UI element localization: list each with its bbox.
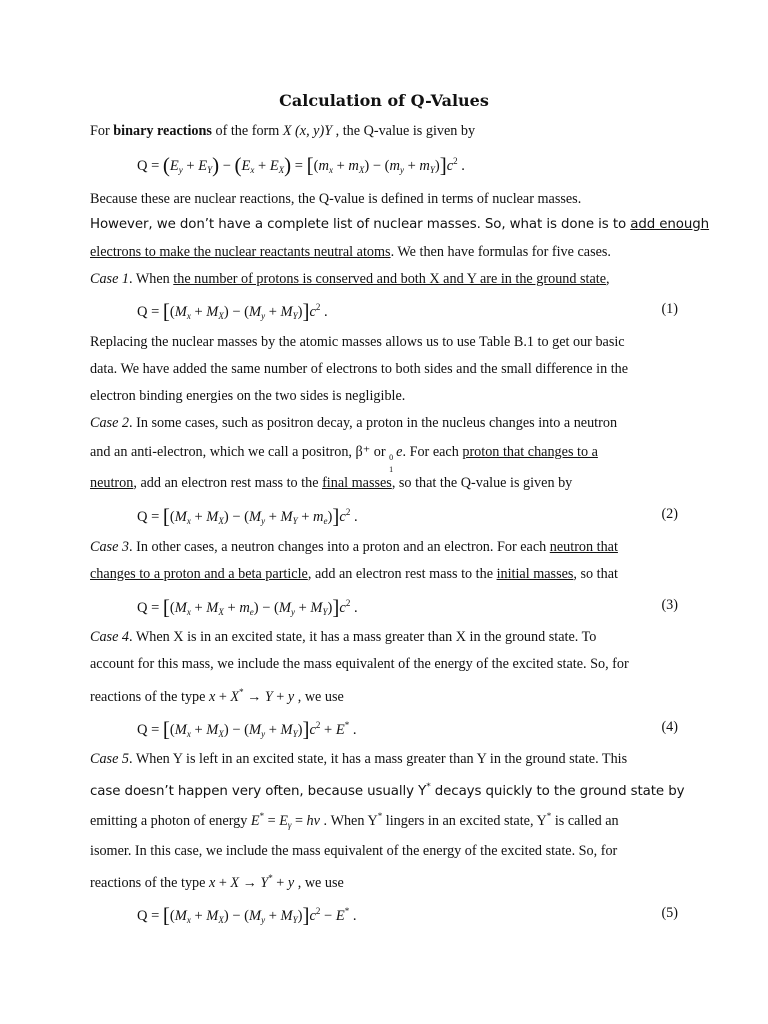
electron-symbol: e: [396, 444, 403, 460]
text-run: . In other cases, a neutron changes into a proton and an electron. For each: [129, 539, 550, 555]
equation-4: $Q = [(M_x + M_X) - (M_y + M_Y)]c^2 + E^*$ .: [137, 717, 357, 741]
case-4-heading: [90, 628, 596, 646]
text-run: ,: [606, 271, 610, 287]
text-run: emitting a photon of energy: [90, 813, 251, 829]
case-5-heading: [90, 750, 627, 768]
text-run: . We then have formulas for five cases.: [390, 244, 611, 260]
equation-1: $Q = [(M_x + M_X) - (M_y + M_Y)]c^2$ .: [137, 299, 328, 323]
underlined-text: neutron: [90, 475, 134, 491]
text-run: lingers in an excited state, Y: [382, 813, 547, 829]
page-title: Calculation of Q-Values: [279, 91, 489, 110]
text-run: case doesn’t happen very often, because usually Y: [90, 784, 427, 799]
equation-3: $Q = [(M_x + M_X + m_e) - (M_y + M_Y)]c^2$ .: [137, 595, 358, 619]
paragraph-line: isomer. In this case, we include the mass equivalent of the energy of the excited state. So, for: [90, 843, 618, 859]
case-1-heading: [90, 270, 610, 288]
case-label: Case 1: [90, 271, 130, 287]
equation-number: (4): [661, 719, 678, 735]
intro-text: For: [90, 123, 114, 139]
paragraph-line: account for this mass, we include the mass equivalent of the energy of the excited state. So, for: [90, 656, 629, 672]
intro-text: , the Q-value is given by: [332, 123, 476, 139]
paragraph-line: [90, 216, 709, 234]
case-3-heading: [90, 538, 618, 556]
text-run: , add an electron rest mass to the: [307, 566, 497, 582]
text-run: . When Y is left in an excited state, it has a mass greater than Y in the ground state. This: [129, 751, 628, 767]
intro-text: of the form: [211, 123, 283, 139]
underlined-text: neutron that: [549, 539, 618, 555]
positron-symbol: β⁺ or: [355, 444, 390, 460]
paragraph-line: emitting a photon of energy $E^* = E_\gamma = h\nu$ . When Y* lingers in an excited state, Y* is called an: [90, 811, 619, 830]
equation-number: (1): [661, 301, 678, 317]
reaction-form: X (x, y)Y: [282, 123, 333, 139]
text-run: , add an electron rest mass to the: [133, 475, 323, 491]
paragraph-line: electron binding energies on the two sides is negligible.: [90, 388, 406, 404]
text-run: . When Y: [319, 813, 378, 829]
equation-number: (3): [661, 597, 678, 613]
equation-number: (5): [661, 905, 678, 921]
equation-number: (2): [661, 506, 678, 522]
paragraph-line: [90, 565, 618, 583]
case-label: Case 3: [90, 539, 130, 555]
underlined-text: the number of protons is conserved and both X and Y are in the ground state: [173, 271, 607, 287]
text-run: . When: [129, 271, 174, 287]
text-run: However, we don’t have a complete list of nuclear masses. So, what is done is to: [90, 217, 631, 232]
paragraph-line: reactions of the type x + X* → Y + y , we use: [90, 687, 344, 705]
paragraph-line: data. We have added the same number of electrons to both sides and the small difference in the: [90, 361, 629, 377]
equation-general: $Q = (E_y + E_Y) - (E_x + E_X) = [(m_x + m_X) - (m_y + m_Y)]c^2$ .: [137, 153, 465, 177]
case-2-heading: [90, 414, 617, 432]
text-run: and an anti-electron, which we call a positron,: [90, 444, 356, 460]
paragraph-line: case doesn’t happen very often, because usually Y* decays quickly to the ground state by: [90, 782, 685, 799]
underlined-text: add enough: [630, 217, 710, 232]
text-run: is called an: [551, 813, 619, 829]
paragraph-line: Because these are nuclear reactions, the Q-value is defined in terms of nuclear masses.: [90, 191, 582, 207]
underlined-text: proton that changes to a: [462, 444, 598, 460]
text-run: . For each: [402, 444, 463, 460]
text-run: reactions of the type: [90, 875, 209, 891]
intro-line: [90, 122, 475, 140]
paragraph-line: and an anti-electron, which we call a positron, β⁺ or 0 1 e. For each proton that changes to a: [90, 444, 598, 474]
text-run: . In some cases, such as positron decay, a proton in the nucleus changes into a neutron: [129, 415, 618, 431]
paragraph-line: reactions of the type x + X → Y* + y , we use: [90, 873, 344, 891]
text-run: decays quickly to the ground state by: [430, 784, 685, 799]
underlined-text: final masses: [322, 475, 392, 491]
underlined-text: initial masses: [496, 566, 574, 582]
text-run: , we use: [294, 875, 344, 891]
case-label: Case 5: [90, 751, 130, 767]
text-run: . When X is in an excited state, it has a mass greater than X in the ground state. To: [129, 629, 597, 645]
text-run: , so that the Q-value is given by: [391, 475, 573, 491]
paragraph-line: [90, 474, 572, 492]
text-run: , so that: [573, 566, 618, 582]
case-label: Case 2: [90, 415, 130, 431]
equation-5: $Q = [(M_x + M_X) - (M_y + M_Y)]c^2 - E^*$ .: [137, 903, 357, 927]
underlined-text: electrons to make the nuclear reactants neutral atoms: [90, 244, 391, 260]
case-label: Case 4: [90, 629, 130, 645]
underlined-text: changes to a proton and a beta particle: [90, 566, 308, 582]
paragraph-line: [90, 243, 611, 261]
equation-2: $Q = [(M_x + M_X) - (M_y + M_Y + m_e)]c^2$ .: [137, 504, 358, 528]
paragraph-line: Replacing the nuclear masses by the atomic masses allows us to use Table B.1 to get our basic: [90, 334, 625, 350]
text-run: reactions of the type: [90, 689, 209, 705]
text-run: , we use: [294, 689, 344, 705]
intro-bold-term: binary reactions: [113, 123, 212, 139]
